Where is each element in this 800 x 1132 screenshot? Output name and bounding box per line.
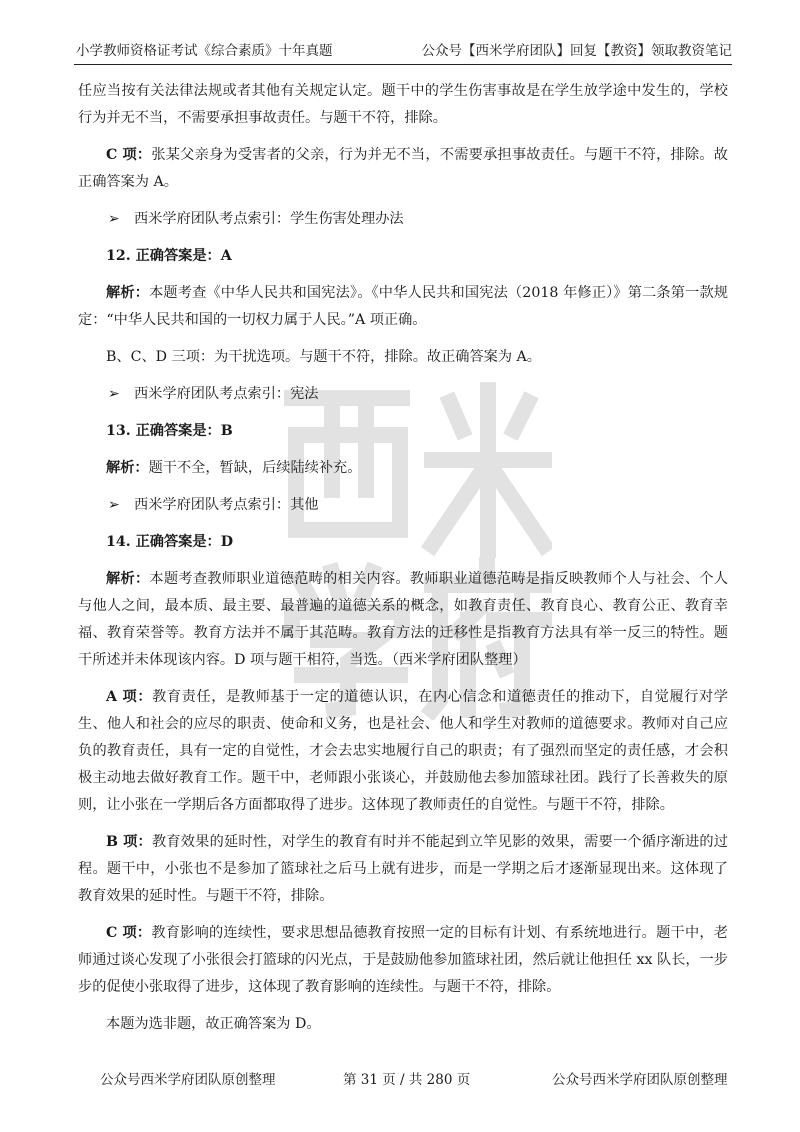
option-text: 张某父亲身为受害者的父亲，行为并无不当，不需要承担事故责任。与题干不符，排除。故正确答案为 A。 xyxy=(78,147,728,190)
arrow-bullet-icon: ➢ xyxy=(108,211,120,227)
option-c-analysis xyxy=(78,920,728,1001)
answer-heading-12: 12. 正确答案是：A xyxy=(106,248,232,264)
analysis-label: 解析： xyxy=(106,460,149,476)
options-bcd-analysis: B、C、D 三项：为干扰选项。与题干不符，排除。故正确答案为 A。 xyxy=(106,349,541,365)
option-label: C 项： xyxy=(106,925,152,941)
option-c-analysis xyxy=(78,142,728,196)
topic-index-text: 西米学府团队考点索引：学生伤害处理办法 xyxy=(134,211,404,227)
header-wechat-promo: 公众号【西米学府团队】回复【教资】领取教资笔记 xyxy=(421,43,732,59)
option-text: 教育影响的连续性，要求思想品德教育按照一定的目标有计划、有系统地进行。题干中，老师通过谈心发现了小张很会打篮球的闪光点，于是鼓励他参加篮球社团，然后就让他担任 xx 队长，一步步的促使小张取得了进步，这体现了教育影响的连续性。与题干不符，排除。 xyxy=(78,925,728,995)
option-label: C 项： xyxy=(106,147,152,163)
option-text: 教育效果的延时性，对学生的教育有时并不能起到立竿见影的效果，需要一个循序渐进的过程。题干中，小张也不是参加了篮球社之后马上就有进步，而是一学期之后才逐渐显现出来。这体现了教育效果的延时性。与题干不符，排除。 xyxy=(78,834,728,904)
header-book-title: 小学教师资格证考试《综合素质》十年真题 xyxy=(76,43,333,59)
analysis-text: 本题考查教师职业道德范畴的相关内容。教师职业道德范畴是指反映教师个人与社会、个人与他人之间，最本质、最主要、最普遍的道德关系的概念，如教育责任、教育良心、教育公正、教育幸福、教育荣誉等。教育方法并不属于其范畴。教育方法的迁移性是指教育方法具有举一反三的特性。题干所述并未体现该内容。D 项与题干相符，当选。（西米学府团队整理） xyxy=(78,571,728,668)
option-b-analysis xyxy=(78,829,728,910)
arrow-bullet-icon: ➢ xyxy=(108,497,120,513)
page-header xyxy=(74,40,732,65)
topic-index-item xyxy=(78,381,728,408)
option-a-analysis xyxy=(78,684,728,819)
footer-right-credit: 公众号西米学府团队原创整理 xyxy=(552,1072,728,1088)
analysis-text: 题干不全，暂缺，后续陆续补充。 xyxy=(148,460,362,476)
topic-index-item xyxy=(78,206,728,233)
option-label: A 项： xyxy=(106,689,153,705)
analysis-label: 解析： xyxy=(106,285,150,301)
topic-index-text: 西米学府团队考点索引：宪法 xyxy=(134,386,319,402)
option-label: B 项： xyxy=(106,834,152,850)
page-number: 第 31 页 / 共 280 页 xyxy=(343,1072,471,1088)
answer-heading-13: 13. 正确答案是：B xyxy=(106,423,233,439)
page-footer xyxy=(0,1068,800,1088)
answer-heading-14: 14. 正确答案是：D xyxy=(106,534,234,550)
final-answer: 本题为选非题，故正确答案为 D。 xyxy=(106,1016,321,1032)
arrow-bullet-icon: ➢ xyxy=(108,386,120,402)
paragraph-liability-continued: 任应当按有关法律法规或者其他有关规定认定。题干中的学生伤害事故是在学生放学途中发生的，学校行为并无不当，不需要承担事故责任。与题干不符，排除。 xyxy=(78,83,728,126)
option-text: 教育责任，是教师基于一定的道德认识，在内心信念和道德责任的推动下，自觉履行对学生、他人和社会的应尽的职责、使命和义务，也是社会、他人和学生对教师的道德要求。教师对自己应负的教育责任，具有一定的自觉性，才会去忠实地履行自己的职责；有了强烈而坚定的责任感，才会积极主动地去做好教育工作。题干中，老师跟小张谈心，并鼓励他去参加篮球社团。践行了长善救失的原则，让小张在一学期后各方面都取得了进步。这体现了教师责任的自觉性。与题干不符，排除。 xyxy=(78,689,728,813)
analysis-label: 解析： xyxy=(106,571,150,587)
analysis-13 xyxy=(78,455,728,482)
topic-index-text: 西米学府团队考点索引：其他 xyxy=(134,497,319,513)
page-content xyxy=(78,78,728,1038)
footer-left-credit: 公众号西米学府团队原创整理 xyxy=(100,1072,276,1088)
topic-index-item xyxy=(78,492,728,519)
analysis-12 xyxy=(78,280,728,334)
analysis-text: 本题考查《中华人民共和国宪法》。《中华人民共和国宪法（2018 年修正）》第二条第一款规定：“中华人民共和国的一切权力属于人民。”A 项正确。 xyxy=(78,285,728,328)
analysis-14 xyxy=(78,566,728,674)
